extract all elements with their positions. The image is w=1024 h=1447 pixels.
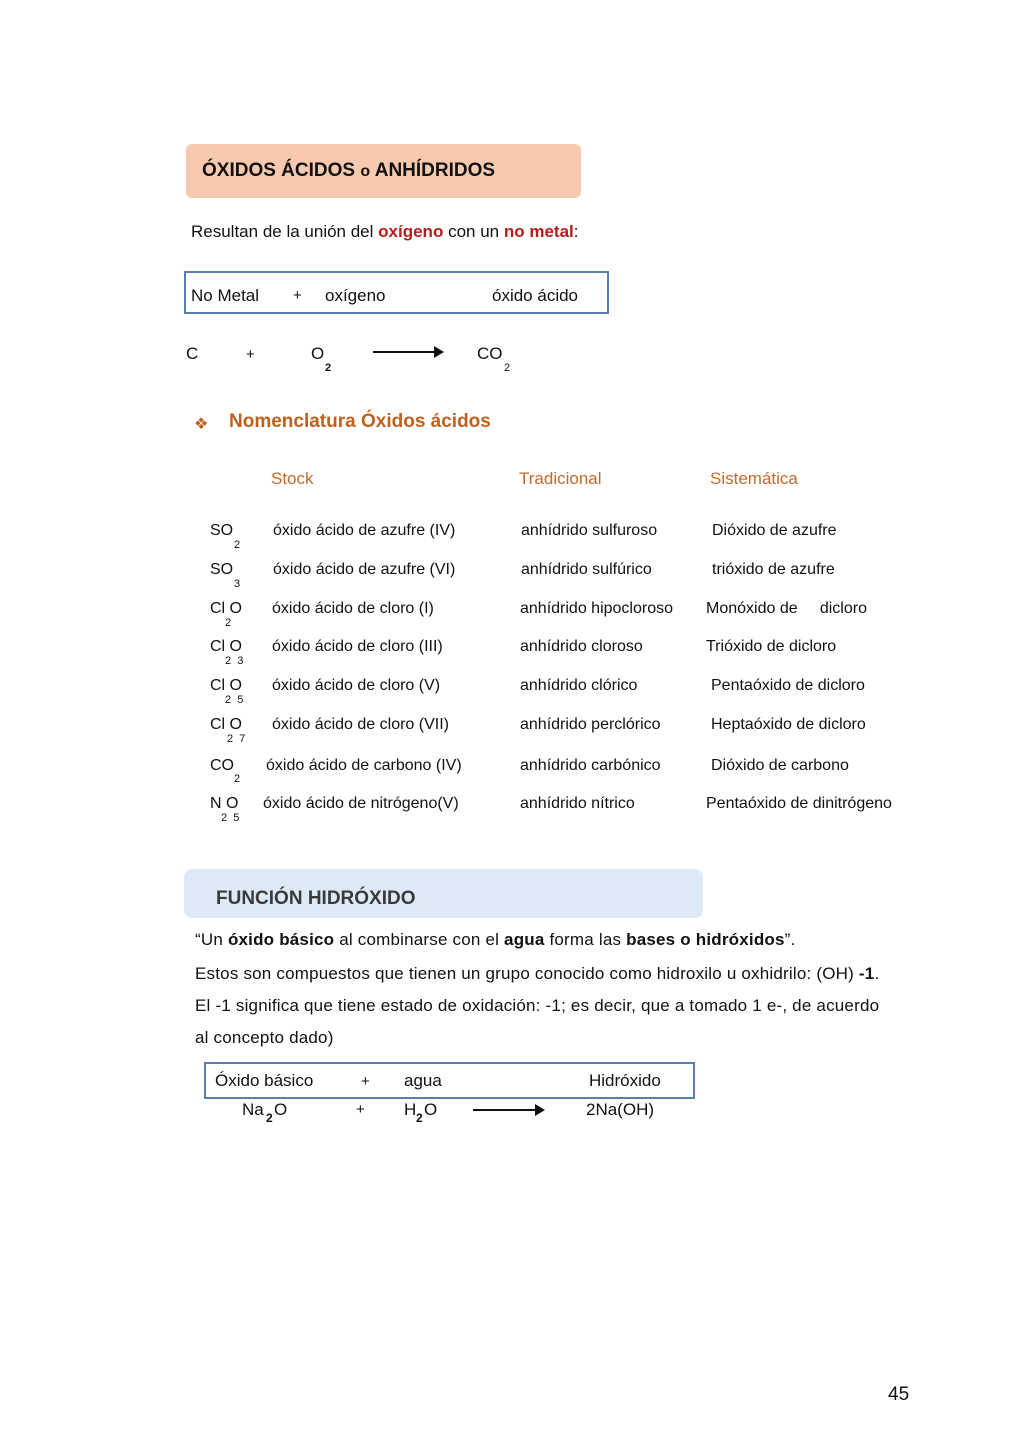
- row-formula: SO: [210, 561, 234, 578]
- row-sistematica: Pentaóxido de dinitrógeno: [706, 795, 892, 812]
- example-plus: +: [356, 1101, 365, 1118]
- row-formula: CO: [210, 757, 234, 774]
- row-stock: óxido ácido de cloro (III): [272, 638, 443, 655]
- formula-product: Hidróxido: [589, 1071, 661, 1090]
- header-tradicional: Tradicional: [519, 469, 602, 488]
- row-formula-subscript: 2 5: [225, 694, 244, 706]
- table-row: [0, 522, 1024, 552]
- table-row: [0, 638, 1024, 668]
- paragraph-concept: al concepto dado): [195, 1028, 334, 1047]
- formula-plus: +: [293, 287, 302, 304]
- section-title-oxidos-acidos: [186, 144, 581, 198]
- reaction-arrow: [473, 1109, 543, 1111]
- row-sistematica: trióxido de azufre: [712, 561, 835, 578]
- example-h: H: [404, 1100, 417, 1119]
- row-sistematica: Trióxido de dicloro: [706, 638, 837, 655]
- text: al combinarse con el: [339, 930, 500, 949]
- bold-charge: -1: [858, 964, 875, 983]
- paragraph-definition: [195, 930, 795, 950]
- row-tradicional: anhídrido perclórico: [520, 716, 661, 733]
- formula-reactant-2: oxígeno: [325, 286, 386, 305]
- row-formula: Cl O: [210, 677, 242, 694]
- row-formula-subscript: 2 3: [225, 655, 244, 667]
- table-row: [0, 561, 1024, 591]
- formula-reactant-1: No Metal: [191, 286, 260, 305]
- row-formula: SO: [210, 522, 234, 539]
- text: .: [874, 964, 880, 983]
- example-na: Na: [242, 1100, 264, 1119]
- paragraph-oxidation-state: El -1 significa que tiene estado de oxidación: -1; es decir, que a tomado 1 e-, de acuerdo: [195, 996, 880, 1015]
- row-stock: óxido ácido de cloro (I): [272, 600, 434, 617]
- row-sistematica: Monóxido de dicloro: [706, 600, 867, 617]
- diamond-bullet-icon: ❖: [194, 416, 209, 433]
- example-product: CO: [477, 344, 503, 363]
- row-stock: óxido ácido de cloro (VII): [272, 716, 449, 733]
- row-formula-subscript: 2 7: [227, 733, 246, 745]
- table-row: [0, 757, 1024, 787]
- reaction-arrow: [373, 351, 442, 353]
- row-tradicional: anhídrido sulfuroso: [521, 522, 658, 539]
- row-tradicional: anhídrido clórico: [520, 677, 638, 694]
- intro-colon: :: [573, 222, 579, 241]
- row-formula-subscript: 3: [234, 578, 241, 590]
- table-row: [0, 795, 1024, 825]
- intro-text: Resultan de la unión del: [191, 222, 374, 241]
- formula-reactant-2: agua: [404, 1071, 442, 1090]
- row-stock: óxido ácido de azufre (IV): [273, 522, 456, 539]
- example-h-subscript: 2: [416, 1111, 423, 1125]
- bold-bases-hidroxidos: bases o hidróxidos: [626, 930, 785, 949]
- row-sistematica: Dióxido de azufre: [712, 522, 837, 539]
- row-sistematica: Dióxido de carbono: [711, 757, 849, 774]
- example-reactant-o: O: [311, 344, 325, 363]
- row-tradicional: anhídrido nítrico: [520, 795, 635, 812]
- example-h-o: O: [424, 1100, 438, 1119]
- intro-oxygen: oxígeno: [378, 222, 444, 241]
- bold-agua: agua: [504, 930, 545, 949]
- example-na-o: O: [274, 1100, 288, 1119]
- row-formula-subscript: 2 5: [221, 812, 240, 824]
- text: ”.: [784, 930, 796, 949]
- row-formula: N O: [210, 795, 239, 812]
- page-number: 45: [888, 1384, 910, 1405]
- formula-plus: +: [361, 1073, 370, 1090]
- header-stock: Stock: [271, 469, 314, 488]
- title-main: ÓXIDOS ÁCIDOS: [202, 160, 356, 181]
- title-text: FUNCIÓN HIDRÓXIDO: [216, 888, 416, 909]
- intro-text-mid: con un: [448, 222, 500, 241]
- row-stock: óxido ácido de nitrógeno(V): [263, 795, 459, 812]
- bold-oxido-basico: óxido básico: [227, 930, 335, 949]
- row-tradicional: anhídrido hipocloroso: [520, 600, 673, 617]
- example-reactant-c: C: [186, 344, 199, 363]
- text: forma las: [549, 930, 622, 949]
- example-plus: +: [246, 346, 255, 363]
- row-tradicional: anhídrido carbónico: [520, 757, 661, 774]
- title-connector: o: [360, 163, 371, 180]
- row-sistematica: Heptaóxido de dicloro: [711, 716, 866, 733]
- row-sistematica: Pentaóxido de dicloro: [711, 677, 865, 694]
- example-reactant-o-subscript: 2: [325, 362, 332, 374]
- row-formula: Cl O: [210, 638, 242, 655]
- row-tradicional: anhídrido cloroso: [520, 638, 643, 655]
- formula-reactant-1: Óxido básico: [215, 1071, 314, 1090]
- paragraph-hydroxyl: [195, 964, 879, 984]
- row-formula-subscript: 2: [225, 617, 232, 629]
- formula-product: óxido ácido: [492, 286, 579, 305]
- nomenclature-title: Nomenclatura Óxidos ácidos: [229, 411, 491, 432]
- row-formula: Cl O: [210, 600, 242, 617]
- row-stock: óxido ácido de cloro (V): [272, 677, 441, 694]
- row-stock: óxido ácido de azufre (VI): [273, 561, 456, 578]
- table-row: [0, 600, 1024, 630]
- text: “Un: [195, 930, 223, 949]
- table-row: [0, 677, 1024, 707]
- row-formula: Cl O: [210, 716, 242, 733]
- text: Estos son compuestos que tienen un grupo conocido como hidroxilo u oxhidrilo: (OH): [195, 964, 854, 983]
- section-title-funcion-hidroxido: [184, 869, 703, 918]
- table-row: [0, 716, 1024, 746]
- intro-sentence: [191, 222, 578, 242]
- example-na-subscript: 2: [266, 1111, 273, 1125]
- example-product-subscript: 2: [504, 362, 511, 374]
- header-sistematica: Sistemática: [710, 469, 798, 488]
- row-stock: óxido ácido de carbono (IV): [266, 757, 462, 774]
- example-product: 2Na(OH): [586, 1100, 655, 1119]
- intro-no-metal: no metal: [503, 222, 574, 241]
- row-formula-subscript: 2: [234, 539, 241, 551]
- row-tradicional: anhídrido sulfúrico: [521, 561, 652, 578]
- row-formula-subscript: 2: [234, 773, 241, 785]
- title-end: ANHÍDRIDOS: [374, 160, 496, 181]
